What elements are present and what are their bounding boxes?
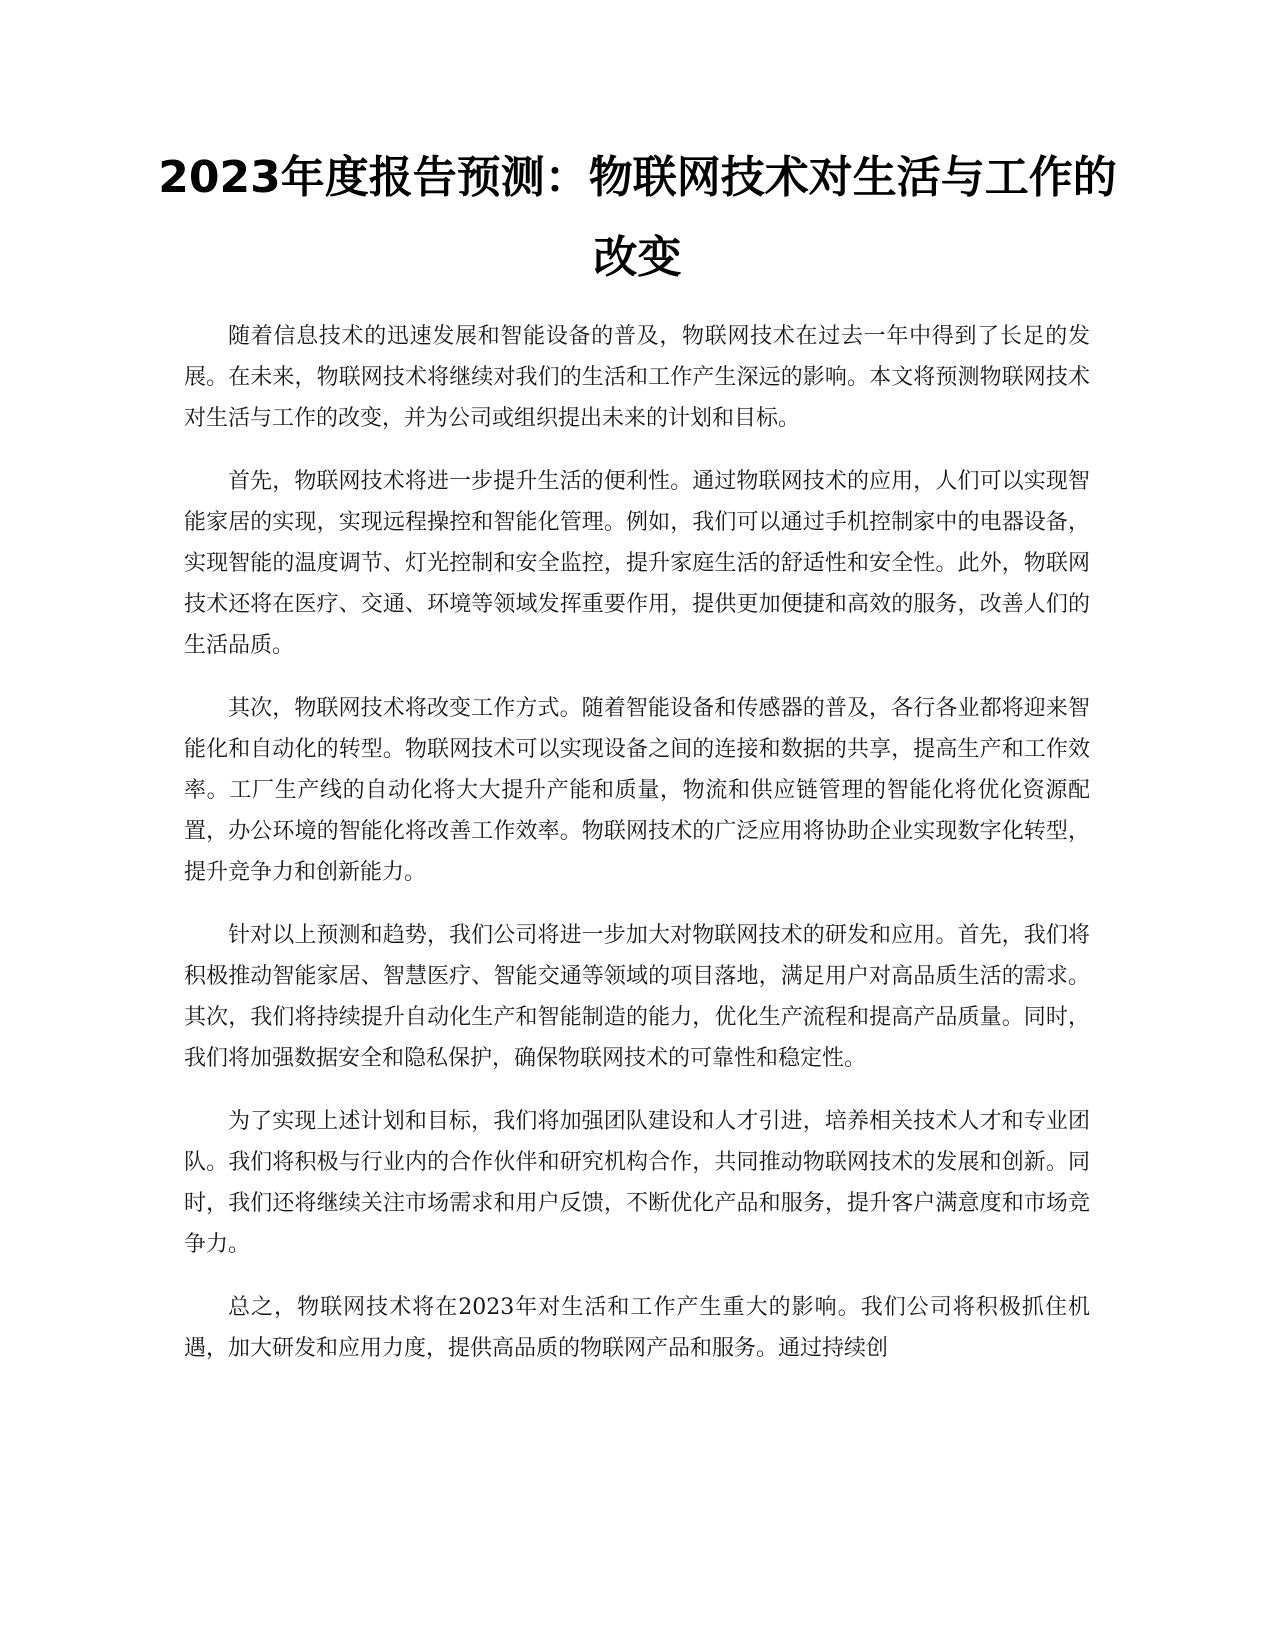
paragraph-life-convenience: 首先，物联网技术将进一步提升生活的便利性。通过物联网技术的应用，人们可以实现智能家居的实现，实现远程操控和智能化管理。例如，我们可以通过手机控制家中的电器设备，实现智能的温度调节、灯光控制和安全监控，提升家庭生活的舒适性和安全性。此外，物联网技术还将在医疗、交通、环境等领域发挥重要作用，提供更加便捷和高效的服务，改善人们的生活品质。 [184, 469, 1090, 658]
document-title: 2023年度报告预测：物联网技术对生活与工作的改变 [158, 152, 1117, 283]
paragraph-company-plan: 针对以上预测和趋势，我们公司将进一步加大对物联网技术的研发和应用。首先，我们将积极推动智能家居、智慧医疗、智能交通等领域的项目落地，满足用户对高品质生活的需求。其次，我们将持续提升自动化生产和智能制造的能力，优化生产流程和提高产品质量。同时，我们将加强数据安全和隐私保护，确保物联网技术的可靠性和稳定性。 [184, 923, 1090, 1071]
document-body [184, 316, 1090, 1391]
paragraph-team-building: 为了实现上述计划和目标，我们将加强团队建设和人才引进，培养相关技术人才和专业团队。我们将积极与行业内的合作伙伴和研究机构合作，共同推动物联网技术的发展和创新。同时，我们还将继续关注市场需求和用户反馈，不断优化产品和服务，提升客户满意度和市场竞争力。 [184, 1109, 1090, 1257]
paragraph-intro: 随着信息技术的迅速发展和智能设备的普及，物联网技术在过去一年中得到了长足的发展。在未来，物联网技术将继续对我们的生活和工作产生深远的影响。本文将预测物联网技术对生活与工作的改变，并为公司或组织提出未来的计划和目标。 [184, 324, 1090, 431]
paragraph-conclusion: 总之，物联网技术将在2023年对生活和工作产生重大的影响。我们公司将积极抓住机遇，加大研发和应用力度，提供高品质的物联网产品和服务。通过持续创 [184, 1295, 1090, 1361]
paragraph-work-change: 其次，物联网技术将改变工作方式。随着智能设备和传感器的普及，各行各业都将迎来智能化和自动化的转型。物联网技术可以实现设备之间的连接和数据的共享，提高生产和工作效率。工厂生产线的自动化将大大提升产能和质量，物流和供应链管理的智能化将优化资源配置，办公环境的智能化将改善工作效率。物联网技术的广泛应用将协助企业实现数字化转型，提升竞争力和创新能力。 [184, 696, 1090, 885]
